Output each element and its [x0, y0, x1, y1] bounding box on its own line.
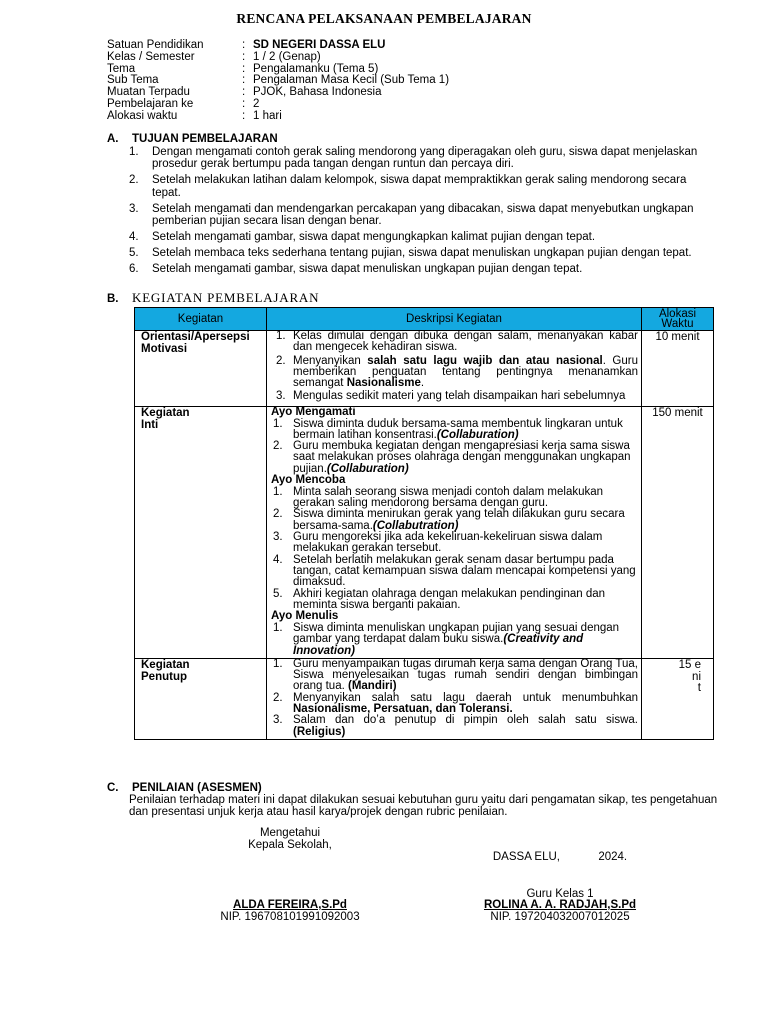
list-number: 5.	[273, 587, 283, 600]
identity-value: 2	[253, 97, 260, 110]
list-text	[293, 623, 638, 657]
signature-nip: NIP. 197204032007012025	[490, 911, 630, 924]
list-item	[271, 419, 638, 442]
list-item	[129, 146, 709, 171]
waktu-line: ni	[692, 670, 701, 683]
list-text: Setelah membaca teks sederhana tentang pujian, siswa dapat menuliskan ungkapan pujian dengan tepat.	[152, 247, 692, 260]
identity-colon: :	[242, 74, 246, 87]
signature-left	[213, 827, 367, 851]
section-title: PENILAIAN (ASESMEN)	[132, 782, 262, 794]
header-kegiatan: Kegiatan	[135, 308, 267, 331]
text-run: Setelah berlatih melakukan gerak senam dasar bertumpu pada tangan, catat kemampuan siswa dalam mencapai kompetensi yang dimaksud.	[293, 553, 636, 589]
list-item	[271, 532, 638, 555]
table-row	[135, 406, 714, 658]
text-tag: (Religius)	[293, 725, 346, 738]
list-number: 1.	[273, 485, 283, 498]
list-number: 3.	[273, 531, 283, 544]
text-run: Siswa diminta duduk bersama-sama membentuk lingkaran untuk bermain latihan konsentrasi.	[293, 417, 623, 441]
section-letter: C.	[107, 782, 119, 794]
text-run: Siswa diminta menirukan gerak yang telah dilakukan guru secara bersama-sama.	[293, 508, 625, 532]
cell-deskripsi	[267, 406, 642, 658]
text-run: Akhiri kegiatan olahraga dengan melakukan pendinginan dan meminta siswa berganti pakaian.	[293, 587, 606, 611]
objectives-list	[129, 146, 709, 279]
list-number: 1.	[273, 621, 283, 634]
kegiatan-line: Inti	[141, 418, 159, 431]
list-item	[271, 441, 638, 475]
orientasi-list	[271, 331, 638, 403]
list-item	[271, 589, 638, 612]
list-text	[293, 487, 638, 510]
group-list	[271, 623, 638, 657]
identity-value: Pengalaman Masa Kecil (Sub Tema 1)	[253, 74, 450, 87]
signature-right-name-block	[462, 899, 658, 923]
list-text: Setelah melakukan latihan dalam kelompok, siswa dapat mempraktikkan gerak saling mendorong secara tepat.	[152, 174, 687, 199]
list-item	[129, 231, 709, 243]
list-text	[293, 532, 638, 555]
list-text	[293, 715, 638, 738]
section-title: TUJUAN PEMBELAJARAN	[132, 133, 278, 145]
list-number: 4.	[273, 553, 283, 566]
text-run: . Guru memberikan penguatan tentang pentingnya menanamkan semangat	[293, 354, 638, 390]
text-run: Guru menyampaikan tugas dirumah kerja sama dengan Orang Tua, Siswa menyelesaikan tugas rumah sendiri dengan bimbingan orang tua.	[293, 657, 638, 693]
list-item	[271, 391, 638, 402]
identity-label: Sub Tema	[107, 74, 159, 87]
table-row	[135, 331, 714, 407]
text-run: .	[420, 377, 425, 390]
group-list	[271, 419, 638, 475]
identity-label: Satuan Pendidikan	[107, 39, 204, 51]
list-text	[293, 555, 638, 589]
list-text: Mengulas sedikit materi yang telah disampaikan hari sebelumnya	[293, 390, 626, 403]
identity-colon: :	[242, 50, 246, 63]
cell-waktu: 10 menit	[642, 331, 714, 407]
list-text: Setelah mengamati gambar, siswa dapat mengungkapkan kalimat pujian dengan tepat.	[152, 231, 596, 244]
identity-value: SD NEGERI DASSA ELU	[253, 39, 386, 51]
identity-value: 1 / 2 (Genap)	[253, 50, 321, 63]
text-tag: (Creativity and Innovation)	[293, 633, 584, 657]
identity-value: PJOK, Bahasa Indonesia	[253, 86, 382, 99]
cell-deskripsi	[267, 658, 642, 739]
list-number: 1.	[129, 146, 139, 158]
identity-colon: :	[242, 62, 246, 75]
section-letter: B.	[107, 293, 119, 305]
text-run: Menyanyikan	[293, 354, 368, 367]
list-text	[293, 356, 638, 390]
identity-colon: :	[242, 86, 246, 99]
table-row	[135, 658, 714, 739]
page-title: RENCANA PELAKSANAAN PEMBELAJARAN	[236, 11, 532, 26]
list-item	[271, 356, 638, 390]
list-number: 3.	[129, 202, 139, 215]
list-number: 2.	[273, 508, 283, 521]
text-run: Menyanyikan salah satu lagu daerah untuk menumbuhkan	[293, 691, 638, 704]
identity-label: Alokasi waktu	[107, 109, 178, 122]
list-number: 4.	[129, 231, 139, 244]
text-run: Guru membuka kegiatan dengan mengapresiasi kerja sama siswa saat melakukan proses olahraga dengan menggunakan ungkapan pujian.	[293, 440, 631, 475]
kegiatan-line: Kegiatan	[141, 406, 190, 419]
kegiatan-line: Kegiatan	[141, 658, 190, 671]
kegiatan-line: Penutup	[141, 670, 187, 683]
section-c-heading	[107, 782, 262, 794]
list-text	[293, 589, 638, 612]
identity-row	[107, 99, 449, 111]
waktu-line: 15 e	[678, 658, 701, 671]
list-item	[271, 331, 638, 354]
cell-deskripsi	[267, 331, 642, 407]
group-title: Ayo Mencoba	[271, 474, 346, 487]
signature-left-name-block	[200, 899, 380, 923]
text-run: Salam dan do’a penutup di pimpin oleh salah satu siswa.	[293, 714, 638, 727]
table-header-row	[135, 308, 714, 331]
signature-name: ALDA FEREIRA,S.Pd	[233, 899, 347, 911]
identity-label: Muatan Terpadu	[107, 86, 190, 99]
text-tag: (Collaburation)	[326, 462, 409, 475]
text-bold: Nasionalisme	[346, 377, 421, 390]
list-text	[293, 659, 638, 693]
list-number: 2.	[129, 174, 139, 187]
list-item	[129, 263, 709, 275]
list-text	[293, 441, 638, 475]
list-number: 3.	[276, 390, 286, 403]
signature-line: DASSA ELU, 2024.	[492, 851, 628, 864]
text-run: Minta salah seorang siswa menjadi contoh dalam melakukan gerakan saling mendorong bersama dengan guru.	[293, 485, 604, 510]
penutup-list	[271, 659, 638, 738]
list-item	[129, 174, 709, 199]
list-item	[271, 509, 638, 532]
group-list	[271, 487, 638, 611]
identity-row	[107, 52, 449, 64]
text-run: Siswa diminta menuliskan ungkapan pujian yang sesuai dengan gambar yang terdapat dalam buku siswa.	[293, 621, 620, 646]
text-tag: (Collaburation)	[436, 428, 519, 441]
list-item	[271, 693, 638, 716]
header-deskripsi: Deskripsi Kegiatan	[267, 308, 642, 331]
section-title: KEGIATAN PEMBELAJARAN	[132, 290, 320, 305]
list-number: 1.	[276, 330, 286, 342]
list-number: 2.	[273, 691, 283, 704]
section-letter: A.	[107, 133, 119, 145]
signature-nip: NIP. 196708101991092003	[220, 911, 360, 924]
text-run: Guru mengoreksi jika ada kekeliruan-kekeliruan siswa dalam melakukan gerakan tersebut.	[293, 531, 603, 555]
list-text: Setelah mengamati dan mendengarkan percakapan yang dibacakan, siswa dapat menyebutkan ungkapan pemberian pujian secara lisan dengan benar.	[152, 202, 694, 228]
identity-value: 1 hari	[253, 109, 282, 122]
list-text: Setelah mengamati gambar, siswa dapat menuliskan ungkapan pujian dengan tepat.	[152, 263, 583, 276]
list-number: 3.	[273, 714, 283, 727]
list-number: 1.	[273, 657, 283, 670]
list-text: Dengan mengamati contoh gerak saling mendorong yang diperagakan oleh guru, siswa dapat menjelaskan prosedur gerak bertumpu pada tangan dengan runtun dan percaya diri.	[152, 146, 698, 171]
cell-kegiatan	[135, 658, 267, 739]
list-number: 1.	[273, 417, 283, 430]
waktu-line: t	[697, 682, 701, 695]
identity-colon: :	[242, 97, 246, 110]
identity-colon: :	[242, 109, 246, 122]
section-a-heading	[107, 133, 278, 145]
list-text	[293, 509, 638, 532]
identity-colon: :	[242, 39, 246, 51]
text-bold: salah satu lagu wajib dan atau nasional	[367, 354, 603, 367]
header-alokasi	[642, 308, 714, 331]
group-title: Ayo Mengamati	[271, 405, 356, 418]
signature-line: Guru Kelas 1	[526, 888, 594, 901]
list-item	[129, 247, 709, 259]
text-tag: Nasionalisme, Persatuan, dan Toleransi.	[293, 703, 513, 715]
identity-label: Tema	[107, 62, 136, 75]
list-item	[271, 623, 638, 657]
cell-waktu	[642, 658, 714, 739]
text-tag: (Mandiri)	[347, 680, 397, 693]
penilaian-text: Penilaian terhadap materi ini dapat dilakukan sesuai kebutuhan guru yaitu dari pengamatan sikap, tes pengetahuan dan presentasi unjuk kerja atau hasil karya/projek dengan rubric penilaian.	[129, 794, 718, 819]
cell-waktu: 150 menit	[642, 406, 714, 658]
text-tag: (Collabutration)	[372, 519, 459, 532]
list-item	[271, 487, 638, 510]
list-item	[271, 715, 638, 738]
list-text: Kelas dimulai dengan dibuka dengan salam, menanyakan kabar dan mengecek kehadiran siswa.	[293, 330, 638, 354]
list-number: 5.	[129, 247, 139, 260]
signature-name: ROLINA A. A. RADJAH,S.Pd	[483, 899, 637, 911]
list-number: 6.	[129, 263, 139, 276]
list-number: 2.	[273, 440, 283, 453]
cell-kegiatan: Orientasi/Apersepsi Motivasi	[135, 331, 267, 407]
list-item	[271, 555, 638, 589]
header-alokasi-line: Alokasi	[658, 307, 697, 320]
signature-line: Mengetahui	[259, 827, 321, 839]
list-item	[271, 659, 638, 693]
identity-block	[107, 40, 449, 123]
identity-label: Pembelajaran ke	[107, 97, 194, 110]
list-number: 2.	[276, 354, 286, 367]
activity-table	[134, 307, 714, 740]
list-text	[293, 693, 638, 716]
identity-label: Kelas / Semester	[107, 50, 195, 63]
signature-line: Kepala Sekolah,	[248, 839, 332, 852]
identity-row	[107, 111, 449, 123]
identity-value: Pengalamanku (Tema 5)	[253, 62, 379, 75]
header-alokasi-line: Waktu	[661, 318, 694, 330]
list-text	[293, 419, 638, 442]
cell-kegiatan	[135, 406, 267, 658]
list-item	[129, 203, 709, 228]
group-title: Ayo Menulis	[271, 610, 339, 623]
section-b-heading	[107, 292, 319, 305]
